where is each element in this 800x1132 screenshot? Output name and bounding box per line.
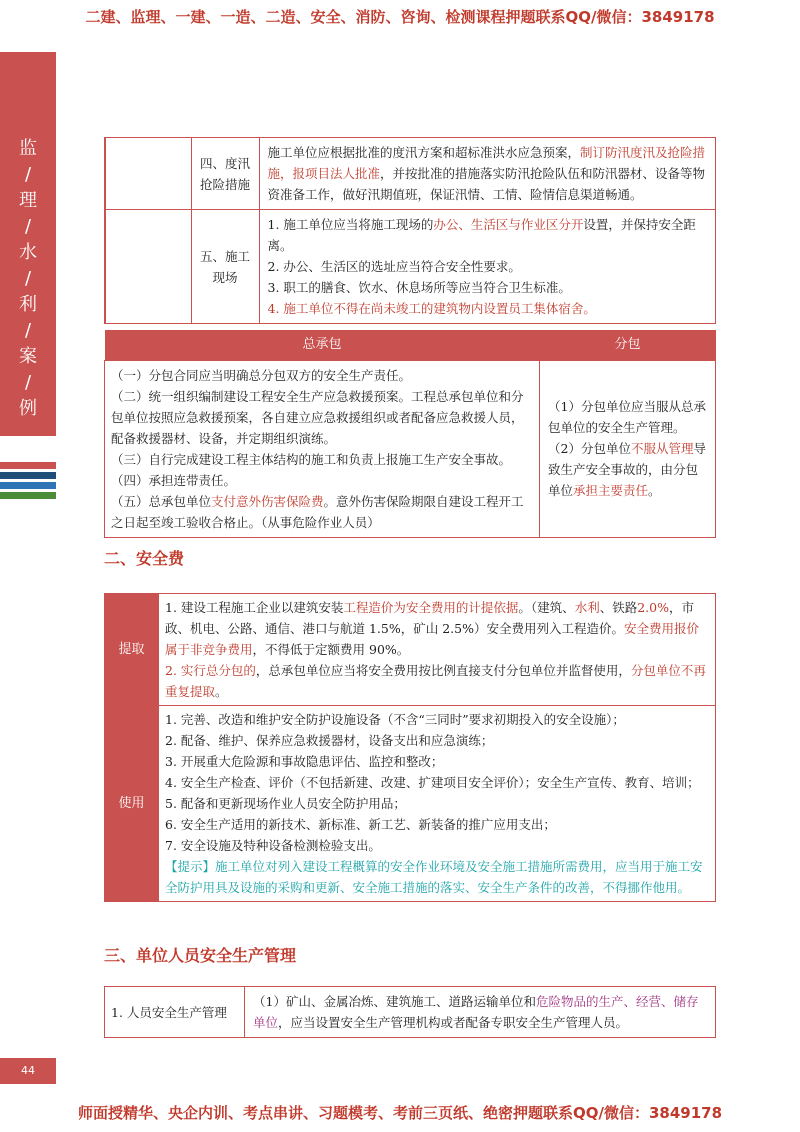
side-tab-char: 监 [19, 138, 37, 159]
text-run: 7. 安全设施及特种设备检测检验支出。 [165, 838, 381, 853]
text-run: 。 [215, 684, 228, 699]
section-title-personnel: 三、单位人员安全生产管理 [104, 946, 297, 965]
row-body [259, 138, 716, 210]
text-run: 4. 安全生产检查、评价（不包括新建、改建、扩建项目安全评价）；安全生产宣传、教育、培训； [165, 775, 700, 790]
side-tab [0, 52, 56, 436]
table-row [105, 210, 716, 324]
text-run: 安全费用报价属于非竞争费用 [165, 621, 699, 657]
row-body [259, 210, 716, 324]
side-tab-char: 水 [19, 242, 37, 263]
side-tab-char: / [24, 372, 32, 393]
top-banner: 二建、监理、一建、一造、二造、安全、消防、咨询、检测课程押题联系QQ/微信：3849178 [85, 8, 715, 26]
list-item [165, 660, 709, 702]
text-run: 2.0% [637, 600, 669, 615]
list-item [111, 470, 533, 491]
side-tab-char: 例 [19, 398, 37, 419]
list-item [165, 597, 709, 660]
header-general-contract: 总承包 [105, 330, 540, 360]
list-item [268, 298, 708, 319]
text-run: 办公、生活区与作业区分开 [433, 217, 584, 232]
text-run: （五）总承包单位 [111, 493, 212, 509]
side-tab-char: 理 [19, 190, 37, 211]
list-item [165, 856, 709, 898]
list-item [268, 277, 708, 298]
text-run: 1. 施工单位应当将施工现场的 [267, 217, 434, 232]
row-label [191, 138, 259, 210]
color-stripe [0, 492, 56, 499]
general-contract-cell [105, 360, 540, 537]
color-stripes [0, 462, 56, 502]
text-run: 施工单位应根据批准的度汛方案和超标准洪水应急预案， [267, 145, 581, 160]
bottom-banner: 师面授精华、央企内训、考点串讲、习题模考、考前三页纸、绝密押题联系QQ/微信：3849178 [77, 1104, 723, 1122]
text-run: （三）自行完成建设工程主体结构的施工和负责上报施工生产安全事故。 [111, 451, 512, 467]
text-run: 3. 开展重大危险源和事故隐患评估、监控和整改； [165, 754, 444, 769]
text-run: 不服从管理 [630, 441, 694, 456]
text-run: 。意外伤害保险期限自建设工程开工之日起至竣工验收合格止。（从事危险作业人员） [111, 493, 524, 530]
text-run: 4. 施工单位不得在尚未竣工的建筑物内设置员工集体宿舍。 [267, 301, 596, 316]
text-run: （1）分包单位应当服从总承包单位的安全生产管理。 [548, 399, 706, 435]
list-item [111, 491, 533, 533]
text-run: 工程造价为安全费用的计提依据 [343, 600, 519, 615]
header-subcontract: 分包 [540, 330, 716, 360]
personnel-body [245, 987, 716, 1038]
text-run: 3. 职工的膳食、饮水、休息场所等应当符合卫生标准。 [267, 280, 571, 295]
blank-cell [105, 210, 191, 324]
list-item [111, 449, 533, 470]
text-run: ，市政、机电、公路、通信、港口与航道 1.5%，矿山 2.5%）安全费用列入工程造价。 [165, 600, 694, 636]
text-run: 。（建筑、 [518, 600, 575, 615]
color-stripe [0, 482, 56, 489]
list-item [548, 438, 707, 501]
text-run: ，应当设置安全生产管理机构或者配备专职安全生产管理人员。 [278, 1015, 629, 1030]
row-label [191, 210, 259, 324]
text-run: （四）承担连带责任。 [111, 472, 237, 488]
side-tab-char: / [24, 268, 32, 289]
text-run: ，总承包单位应当将安全费用按比例直接支付分包单位并监督使用， [255, 663, 631, 678]
list-item [165, 772, 709, 793]
text-run: （一）分包合同应当明确总分包双方的安全生产责任。 [111, 367, 412, 383]
list-item [165, 751, 709, 772]
safety-fee-table [104, 593, 716, 902]
text-run: 支付意外伤害保险费 [211, 493, 324, 509]
text-run: 2. 配备、维护、保养应急救援器材，设备支出和应急演练； [165, 733, 494, 748]
text-run: ，并按批准的措施落实防汛抢险队伍和防汛器材、设备等物资准备工作，做好汛期值班，保证汛情、工情、险情信息渠道畅通。 [267, 166, 706, 202]
list-item [165, 793, 709, 814]
row-label: 使用 [105, 706, 159, 902]
side-tab-char: / [24, 320, 32, 341]
text-run: ，不得低于定额费用 90%。 [252, 642, 410, 657]
text-run: （1）矿山、金属冶炼、建筑施工、道路运输单位和 [253, 994, 536, 1009]
row-body [159, 594, 716, 706]
contract-table [104, 330, 716, 538]
text-run: 危险物品的生产、经营、储存单位 [253, 994, 699, 1030]
text-run: 2. 办公、生活区的选址应当符合安全性要求。 [267, 259, 521, 274]
table-row [105, 138, 716, 210]
text-run: 分包单位不再重复提取 [165, 663, 706, 699]
personnel-table [104, 986, 716, 1038]
side-tab-label [0, 136, 56, 422]
label-line: 现场 [212, 269, 238, 285]
list-item [165, 814, 709, 835]
text-run: 承担主要责任 [573, 483, 649, 498]
list-item [165, 709, 709, 730]
side-tab-char: / [24, 164, 32, 185]
paragraph [253, 991, 707, 1033]
text-run: 6. 安全生产适用的新技术、新标准、新工艺、新装备的推广应用支出； [165, 817, 556, 832]
label-line: 五、施工 [199, 248, 250, 264]
table-row [105, 594, 716, 706]
blank-cell [105, 138, 191, 210]
side-tab-char: 利 [19, 294, 37, 315]
text-run: 、铁路 [599, 600, 638, 615]
table-row [105, 706, 716, 902]
text-run: 设置，并保持安全距离。 [267, 217, 696, 253]
text-run: 2. 实行总分包的 [165, 663, 256, 678]
text-run: 制订防汛度汛及抢险措施，报项目法人批准 [267, 145, 706, 181]
section-title-safety-fee: 二、安全费 [104, 549, 185, 568]
text-run: 1. 完善、改造和维护安全防护设施设备（不含“三同时”要求初期投入的安全设施）； [165, 712, 625, 727]
text-run: （2）分包单位 [548, 441, 631, 456]
page-number: 44 [0, 1058, 56, 1084]
flood-and-site-table [104, 137, 716, 324]
text-run: 。 [648, 483, 661, 498]
list-item [548, 396, 707, 438]
subcontract-cell [540, 360, 716, 537]
list-item [268, 214, 708, 256]
row-label: 提取 [105, 594, 159, 706]
list-item [165, 730, 709, 751]
text-run: 5. 配备和更新现场作业人员安全防护用品； [165, 796, 406, 811]
list-item [111, 386, 533, 449]
text-run: 水利 [574, 600, 600, 615]
text-run: 【提示】施工单位对列入建设工程概算的安全作业环境及安全施工措施所需费用，应当用于施工安全防护用具及设施的采购和更新、安全施工措施的落实、安全生产条件的改善，不得挪作他用。 [165, 859, 703, 895]
text-run: （二）统一组织编制建设工程安全生产应急救援预案。工程总承包单位和分包单位按照应急救援预案，各自建立应急救援组织或者配备应急救援人员，配备救援器材、设备，并定期组织演练。 [111, 388, 524, 446]
list-item [165, 835, 709, 856]
color-stripe [0, 462, 56, 469]
list-item [268, 256, 708, 277]
side-tab-char: 案 [19, 346, 37, 367]
text-run: 1. 建设工程施工企业以建筑安装 [165, 600, 344, 615]
color-stripe [0, 472, 56, 479]
personnel-label: 1. 人员安全生产管理 [105, 987, 245, 1038]
list-item [111, 365, 533, 386]
label-line: 抢险措施 [199, 176, 250, 192]
paragraph [268, 142, 708, 205]
text-run: 导致生产安全事故的，由分包单位 [548, 441, 706, 498]
side-tab-char: / [24, 216, 32, 237]
row-body [159, 706, 716, 902]
label-line: 四、度汛 [199, 155, 250, 171]
